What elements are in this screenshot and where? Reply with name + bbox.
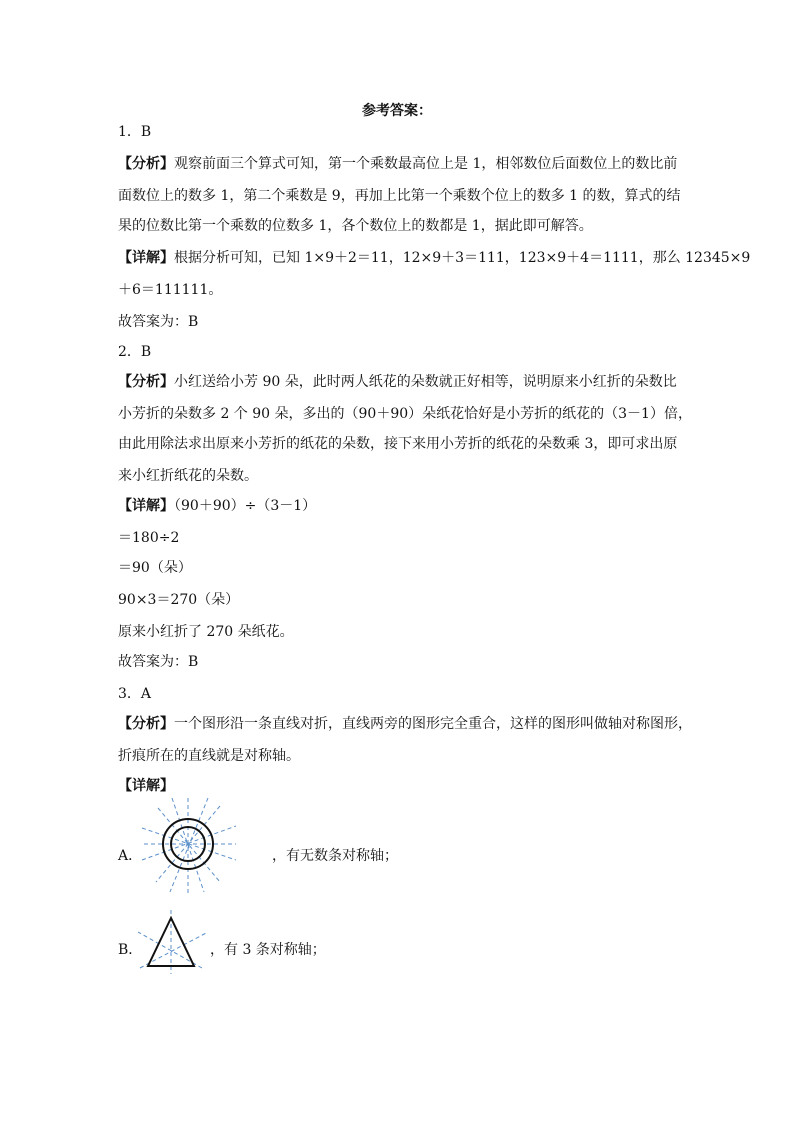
q2-conclusion: 原来小红折了 270 朵纸花。 [118,624,294,640]
q2-analysis-line-2: 小芳折的朵数多 2 个 90 朵，多出的（90＋90）朵纸花恰好是小芳折的纸花的（3－1）倍， [118,406,692,422]
q2-analysis-text-1: 小红送给小芳 90 朵，此时两人纸花的朵数就正好相等，说明原来小红折的朵数比 [174,374,677,390]
option-a-label: A． [118,848,143,864]
symmetry-axes [142,798,236,894]
option-a-text: ，有无数条对称轴； [272,848,398,864]
q3-analysis-line-2: 折痕所在的直线就是对称轴。 [118,748,300,764]
page-title: 参考答案： [362,103,432,119]
q1-detail-line-2: ＋6＝111111。 [118,282,223,298]
option-b-label: B． [118,942,143,958]
q1-analysis-line-3: 果的位数比第一个乘数的位数多 1，各个数位上的数都是 1，据此即可解答。 [118,218,593,234]
q2-step-2: ＝90（朵） [118,560,192,576]
q2-number: 2．B [118,344,152,360]
axis-line [170,798,208,892]
q2-analysis-line-3: 由此用除法求出原来小芳折的纸花的朵数，接下来用小芳折的纸花的朵数乘 3，即可求出原 [118,436,678,452]
q2-analysis-line-1 [118,372,678,392]
q3-analysis-line-1 [118,714,692,734]
q2-step-3: 90×3＝270（朵） [118,592,240,608]
q1-analysis-text-1: 观察前面三个算式可知，第一个乘数最高位上是 1，相邻数位后面数位上的数比前 [174,156,678,172]
q3-analysis-tag: 【分析】 [118,716,174,732]
q3-detail-tag-line [118,776,678,796]
triangle-figure [138,908,212,976]
concentric-circles-figure [140,796,250,896]
q1-analysis-line-1 [118,154,678,174]
q1-analysis-line-2: 面数位上的数多 1，第二个乘数是 9，再加上比第一个乘数个位上的数多 1 的数，算式的结 [118,188,681,204]
q1-detail-line-1 [118,248,751,268]
q1-analysis-tag: 【分析】 [118,156,174,172]
q1-number: 1．B [118,124,152,140]
q1-detail-text-1: 根据分析可知，已知 1×9＋2＝11，12×9＋3＝111，123×9＋4＝1111，那么 12345×9 [174,250,751,266]
q2-analysis-tag: 【分析】 [118,374,174,390]
q2-detail-line-1 [118,496,678,516]
option-b-text: ，有 3 条对称轴； [210,942,326,958]
q2-detail-text-1: （90＋90）÷（3－1） [174,498,317,514]
q2-detail-tag: 【详解】 [118,498,174,514]
q3-analysis-text-1: 一个图形沿一条直线对折，直线两旁的图形完全重合，这样的图形叫做轴对称图形， [174,716,692,732]
q3-detail-tag: 【详解】 [118,778,174,794]
q1-detail-tag: 【详解】 [118,250,174,266]
q1-answer: 故答案为：B [118,314,199,330]
q2-analysis-line-4: 来小红折纸花的朵数。 [118,468,258,484]
q3-number: 3．A [118,686,152,702]
q2-answer: 故答案为：B [118,654,199,670]
q2-step-1: ＝180÷2 [118,530,180,546]
